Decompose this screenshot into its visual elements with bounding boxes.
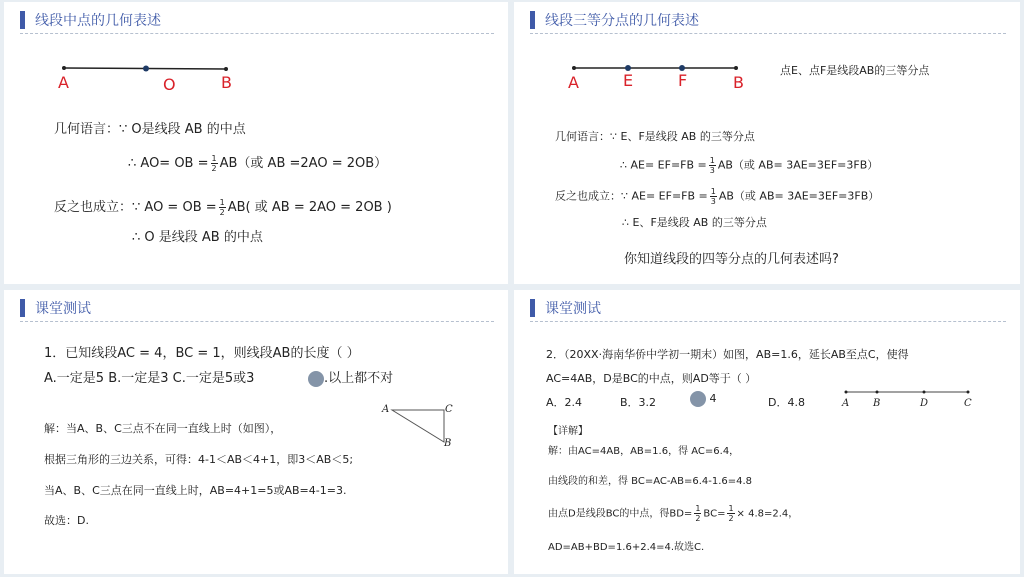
panel-midpoint [4,2,508,284]
detail-heading: 【详解】 [548,426,588,437]
question-quartile: 你知道线段的四等分点的几何表述吗? [624,252,839,267]
header-accent-bar [530,299,535,317]
label-a: A [568,73,579,92]
point-d [923,391,926,394]
option-a: A．2.4 [546,396,583,409]
segment-figure [514,2,1020,102]
panel-title: 线段中点的几何表述 [35,13,161,29]
point-c [967,391,970,394]
point-a [572,66,576,70]
segment-figure [844,386,984,416]
panel-title: 线段三等分点的几何表述 [545,13,699,29]
line-label-b: B [873,398,881,409]
geometry-language: 几何语言：∵ O是线段 AB 的中点 [54,122,246,137]
tri-label-b: B [444,438,452,449]
panel-title: 课堂测试 [35,301,91,317]
panel-header [20,298,91,318]
label-b: B [221,73,232,92]
solution-line-4: AD=AB+BD=1.6+2.4=4.故选C. [548,542,705,553]
fraction-half: $\frac{1}{2}$ [728,504,734,523]
line-label-c: C [964,398,972,409]
question-text: 1．已知线段AC = 4，BC = 1，则线段AB的长度（ ） [44,346,360,361]
trisection-note: 点E、点F是线段AB的三等分点 [780,64,930,77]
solution-line-1: 解：由AC=4AB，AB=1.6，得 AC=6.4， [548,446,740,457]
panel-test-2 [514,290,1020,574]
option-b: B．3.2 [620,396,657,409]
label-e: E [623,71,634,90]
point-b [224,67,228,71]
label-f: F [678,71,688,90]
solution-line-4: 故选：D. [44,514,89,527]
point-a [845,391,848,394]
header-divider [20,321,494,322]
geometry-language: 几何语言：∵ E、F是线段 AB 的三等分点 [555,130,755,143]
panel-header [530,298,601,318]
point-b [876,391,879,394]
point-b [734,66,738,70]
label-b: B [733,73,744,92]
segment-figure [4,2,508,102]
label-a: A [58,73,69,92]
triangle-figure [384,404,484,464]
question-line-2: AC=4AB，D是BC的中点，则AD等于（ ） [546,372,757,385]
answer-marker-icon [690,391,706,407]
point-o [143,66,149,72]
panel-test-1 [4,290,508,574]
converse-conclusion: ∴ E、F是线段 AB 的三等分点 [622,216,767,229]
solution-line-2: 由线段的和差，得 BC=AC-AB=6.4-1.6=4.8 [548,476,753,487]
fraction-half: $\frac{1}{2}$ [695,504,701,523]
options-abc: A.一定是5 B.一定是3 C.一定是5或3 [44,371,255,386]
conclusion-line: ∴ AO= OB = $\frac{1}{2}$ AB（或 AB =2AO = 2OB） [128,154,388,173]
point-a [62,66,66,70]
fraction-third: $\frac{1}{3}$ [709,156,715,175]
option-d: .以上都不对 [308,367,393,387]
header-accent-bar [20,299,25,317]
panel-trisection [514,2,1020,284]
triangle-shape [392,410,444,442]
panel-title: 课堂测试 [545,301,601,317]
header-divider [530,321,1006,322]
solution-line-3: 当A、B、C三点在同一直线上时，AB=4+1=5或AB=4-1=3. [44,484,347,497]
converse-line: 反之也成立：∵ AO = OB = $\frac{1}{2}$ AB( 或 AB = 2AO = 2OB ) [54,198,392,217]
tri-label-c: C [445,404,453,415]
tri-label-a: A [382,404,390,415]
solution-line-2: 根据三角形的三边关系，可得：4-1＜AB＜4+1，即3＜AB＜5; [44,453,354,466]
fraction-half: $\frac{1}{2}$ [219,198,225,217]
answer-marker-icon [308,371,324,387]
line-label-a: A [842,398,850,409]
option-c: 4 [690,391,717,407]
line-label-d: D [920,398,929,409]
option-d: D．4.8 [768,396,805,409]
fraction-half: $\frac{1}{2}$ [211,154,217,173]
solution-line-3: 由点D是线段BC的中点，得BD= $\frac{1}{2}$ BC= $\frac{1}{2}$ × 4.8=2.4， [548,504,799,523]
question-line-1: 2．（20XX·海南华侨中学初一期末）如图，AB=1.6，延长AB至点C，使得 [546,348,909,361]
conclusion-line: ∴ AE= EF=FB = $\frac{1}{3}$ AB（或 AB= 3AE=3EF=3FB） [620,156,879,175]
fraction-third: $\frac{1}{3}$ [710,187,716,206]
converse-line: 反之也成立：∵ AE= EF=FB = $\frac{1}{3}$ AB（或 AB= 3AE=3EF=3FB） [555,187,880,206]
converse-conclusion: ∴ O 是线段 AB 的中点 [132,230,263,245]
solution-line-1: 解：当A、B、C三点不在同一直线上时（如图）， [44,422,282,435]
label-o: O [163,75,176,94]
